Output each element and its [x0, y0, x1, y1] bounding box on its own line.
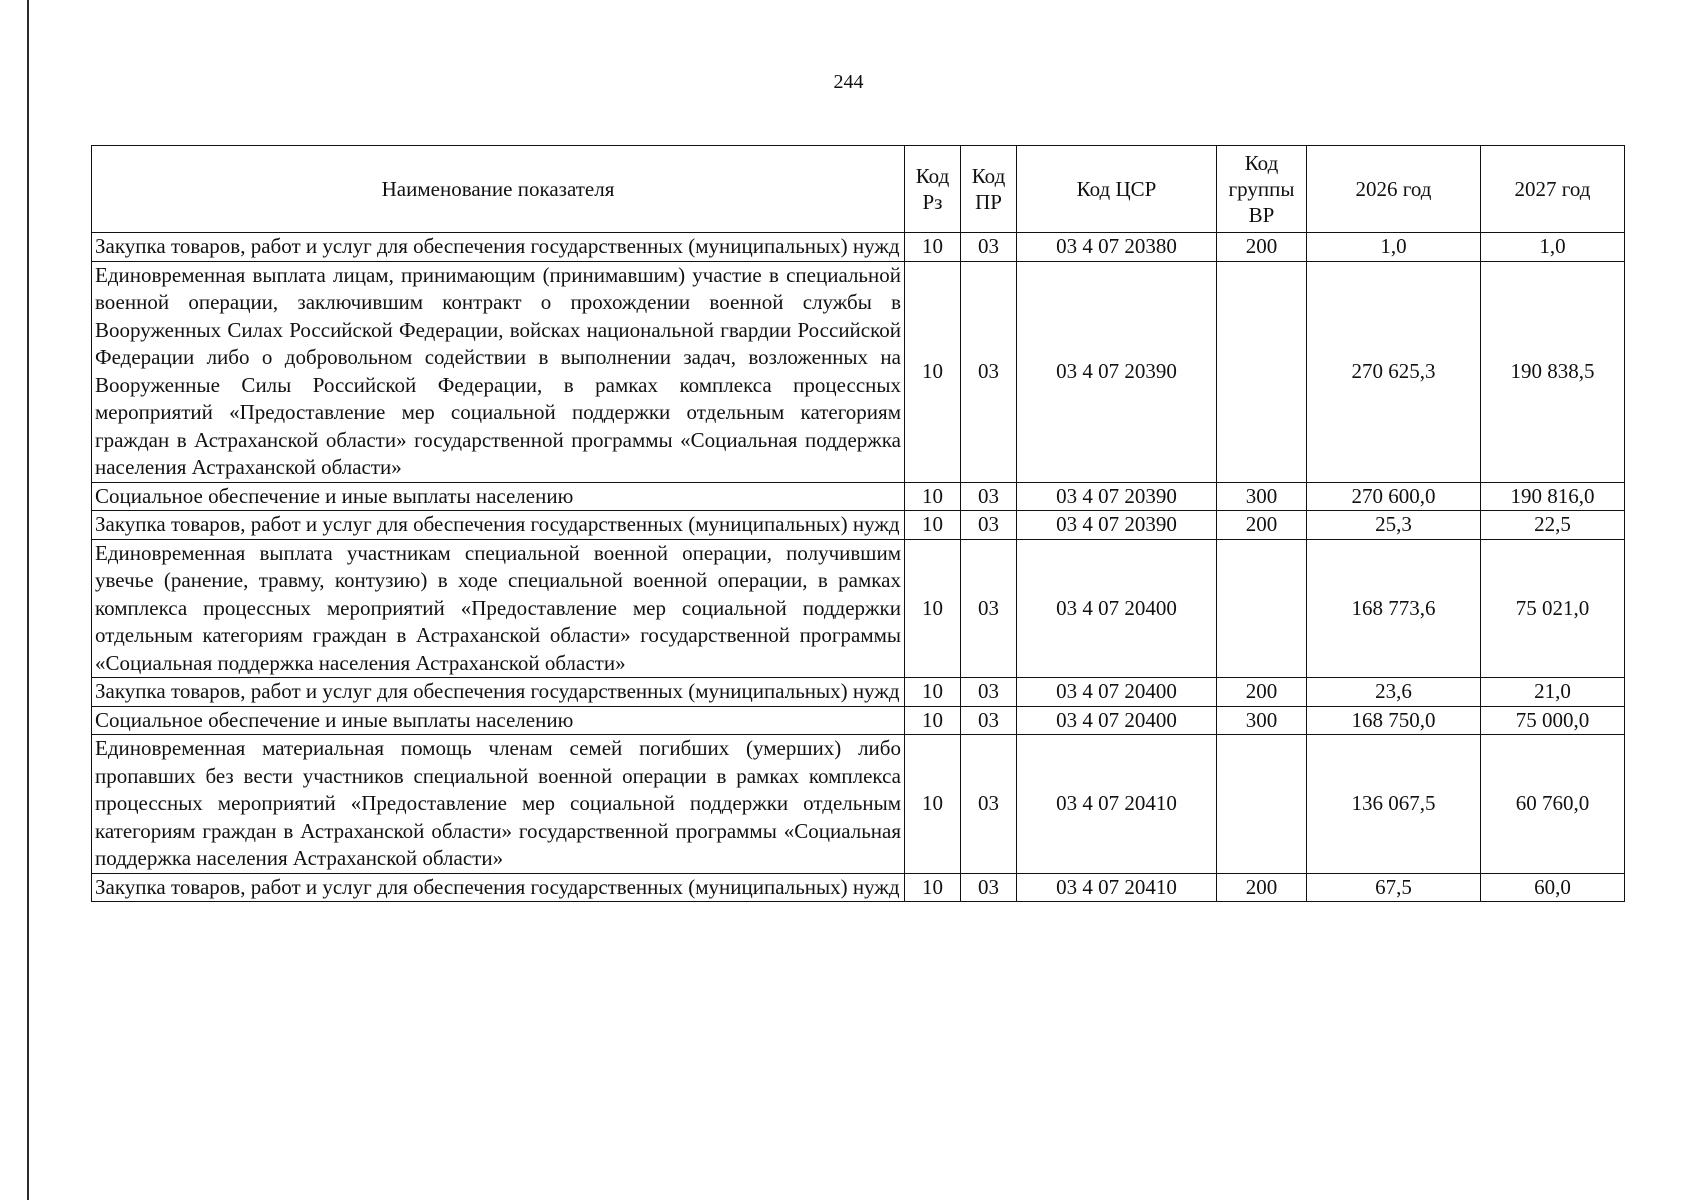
header-2026: 2026 год — [1307, 146, 1481, 233]
row-name: Закупка товаров, работ и услуг для обеспечения государственных (муниципальных) нужд — [92, 873, 905, 902]
row-2027: 190 838,5 — [1481, 261, 1625, 482]
table-row — [92, 873, 1625, 902]
row-name: Единовременная материальная помощь членам семей погибших (умерших) либо пропавших без вести участников специальной военной операции в рамках комплекса процессных мероприятий «Предоставление мер социальной поддержки отдельным категориям граждан в Астраханской области» государственной программы «Социальная поддержка населения Астраханской области» — [92, 735, 905, 874]
row-pr: 03 — [961, 706, 1017, 735]
row-rz: 10 — [905, 511, 961, 540]
row-pr: 03 — [961, 233, 1017, 262]
row-vr — [1217, 539, 1307, 678]
margin-rule — [27, 0, 29, 1200]
row-2027: 60,0 — [1481, 873, 1625, 902]
row-vr: 200 — [1217, 511, 1307, 540]
row-pr: 03 — [961, 539, 1017, 678]
row-pr: 03 — [961, 873, 1017, 902]
row-2026: 270 625,3 — [1307, 261, 1481, 482]
row-rz: 10 — [905, 678, 961, 707]
header-vr: Код группы ВР — [1217, 146, 1307, 233]
row-name: Социальное обеспечение и иные выплаты населению — [92, 706, 905, 735]
row-2027: 21,0 — [1481, 678, 1625, 707]
row-vr: 200 — [1217, 678, 1307, 707]
row-rz: 10 — [905, 482, 961, 511]
row-2026: 1,0 — [1307, 233, 1481, 262]
table-row — [92, 482, 1625, 511]
row-csr: 03 4 07 20410 — [1017, 873, 1217, 902]
header-2027: 2027 год — [1481, 146, 1625, 233]
header-rz: Код Рз — [905, 146, 961, 233]
table-row — [92, 511, 1625, 540]
row-rz: 10 — [905, 539, 961, 678]
table-row — [92, 539, 1625, 678]
row-2026: 168 773,6 — [1307, 539, 1481, 678]
table-row — [92, 706, 1625, 735]
row-csr: 03 4 07 20390 — [1017, 511, 1217, 540]
row-csr: 03 4 07 20390 — [1017, 482, 1217, 511]
row-pr: 03 — [961, 735, 1017, 874]
row-2027: 22,5 — [1481, 511, 1625, 540]
row-csr: 03 4 07 20380 — [1017, 233, 1217, 262]
row-rz: 10 — [905, 706, 961, 735]
row-vr: 300 — [1217, 706, 1307, 735]
row-2026: 23,6 — [1307, 678, 1481, 707]
row-vr: 300 — [1217, 482, 1307, 511]
row-csr: 03 4 07 20400 — [1017, 706, 1217, 735]
row-2026: 67,5 — [1307, 873, 1481, 902]
row-2027: 190 816,0 — [1481, 482, 1625, 511]
row-rz: 10 — [905, 261, 961, 482]
budget-table — [91, 145, 1625, 902]
row-name: Закупка товаров, работ и услуг для обеспечения государственных (муниципальных) нужд — [92, 511, 905, 540]
table-row — [92, 233, 1625, 262]
row-2027: 60 760,0 — [1481, 735, 1625, 874]
row-name: Закупка товаров, работ и услуг для обеспечения государственных (муниципальных) нужд — [92, 678, 905, 707]
table-row — [92, 261, 1625, 482]
row-rz: 10 — [905, 873, 961, 902]
row-name: Закупка товаров, работ и услуг для обеспечения государственных (муниципальных) нужд — [92, 233, 905, 262]
row-vr: 200 — [1217, 873, 1307, 902]
row-rz: 10 — [905, 735, 961, 874]
row-name: Единовременная выплата лицам, принимающим (принимавшим) участие в специальной военной операции, заключившим контракт о прохождении военной службы в Вооруженных Силах Российской Федерации, войсках национальной гвардии Российской Федерации либо о добровольном содействии в выполнении задач, возложенных на Вооруженные Силы Российской Федерации, в рамках комплекса процессных мероприятий «Предоставление мер социальной поддержки отдельным категориям граждан в Астраханской области» государственной программы «Социальная поддержка населения Астраханской области» — [92, 261, 905, 482]
table-header-row — [92, 146, 1625, 233]
row-2026: 168 750,0 — [1307, 706, 1481, 735]
table-row — [92, 735, 1625, 874]
row-2026: 136 067,5 — [1307, 735, 1481, 874]
row-2027: 75 000,0 — [1481, 706, 1625, 735]
row-csr: 03 4 07 20390 — [1017, 261, 1217, 482]
row-vr: 200 — [1217, 233, 1307, 262]
row-csr: 03 4 07 20400 — [1017, 539, 1217, 678]
row-pr: 03 — [961, 678, 1017, 707]
table-row — [92, 678, 1625, 707]
header-pr: Код ПР — [961, 146, 1017, 233]
header-csr: Код ЦСР — [1017, 146, 1217, 233]
page-number: 244 — [833, 71, 864, 93]
row-pr: 03 — [961, 482, 1017, 511]
row-rz: 10 — [905, 233, 961, 262]
row-vr — [1217, 261, 1307, 482]
row-vr — [1217, 735, 1307, 874]
row-pr: 03 — [961, 511, 1017, 540]
row-csr: 03 4 07 20410 — [1017, 735, 1217, 874]
row-2027: 75 021,0 — [1481, 539, 1625, 678]
row-name: Социальное обеспечение и иные выплаты населению — [92, 482, 905, 511]
row-2027: 1,0 — [1481, 233, 1625, 262]
row-2026: 25,3 — [1307, 511, 1481, 540]
row-name: Единовременная выплата участникам специальной военной операции, получившим увечье (ранение, травму, контузию) в ходе специальной военной операции, в рамках комплекса процессных мероприятий «Предоставление мер социальной поддержки отдельным категориям граждан в Астраханской области» государственной программы «Социальная поддержка населения Астраханской области» — [92, 539, 905, 678]
row-pr: 03 — [961, 261, 1017, 482]
header-name: Наименование показателя — [92, 146, 905, 233]
row-csr: 03 4 07 20400 — [1017, 678, 1217, 707]
row-2026: 270 600,0 — [1307, 482, 1481, 511]
